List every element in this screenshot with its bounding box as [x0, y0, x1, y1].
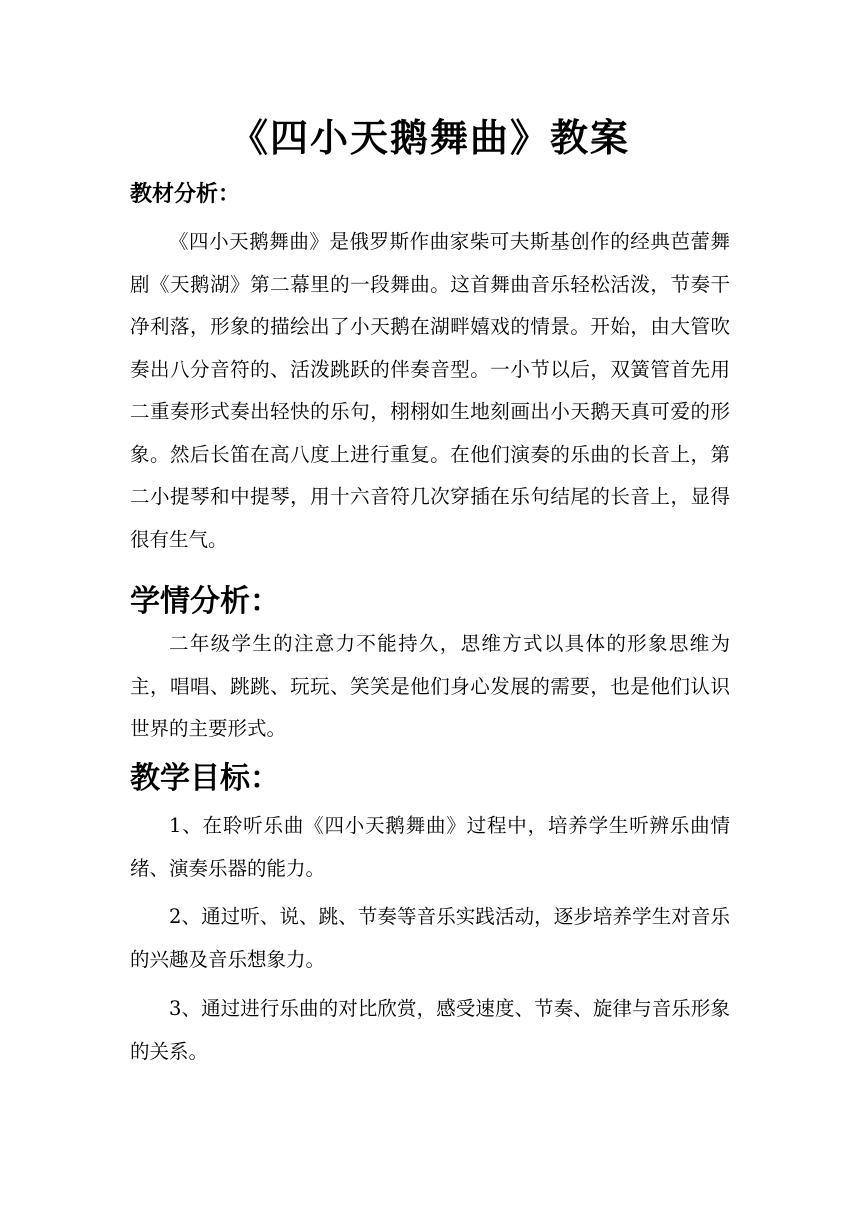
- student-analysis-paragraph: 二年级学生的注意力不能持久，思维方式以具体的形象思维为主，唱唱、跳跳、玩玩、笑笑是他们身心发展的需要，也是他们认识世界的主要形式。: [130, 632, 730, 740]
- section-heading-teaching-objectives: 教学目标：: [130, 761, 280, 796]
- document-title: 《四小天鹅舞曲》教案: [229, 115, 630, 160]
- objective-item-3: 3、通过进行乐曲的对比欣赏，感受速度、节奏、旋律与音乐形象的关系。: [130, 997, 730, 1063]
- objective-item-2: 2、通过听、说、跳、节奏等音乐实践活动，逐步培养学生对音乐的兴趣及音乐想象力。: [130, 905, 730, 971]
- section-heading-student-analysis: 学情分析：: [130, 584, 280, 619]
- section-heading-material-analysis: 教材分析：: [130, 181, 241, 207]
- objective-item-1: 1、在聆听乐曲《四小天鹅舞曲》过程中，培养学生听辨乐曲情绪、演奏乐器的能力。: [130, 814, 730, 880]
- material-analysis-paragraph: 《四小天鹅舞曲》是俄罗斯作曲家柴可夫斯基创作的经典芭蕾舞剧《天鹅湖》第二幕里的一段舞曲。这首舞曲音乐轻松活泼，节奏干净利落，形象的描绘出了小天鹅在湖畔嬉戏的情景。开始，由大管吹奏出八分音符的、活泼跳跃的伴奏音型。一小节以后，双簧管首先用二重奏形式奏出轻快的乐句，栩栩如生地刻画出小天鹅天真可爱的形象。然后长笛在高八度上进行重复。在他们演奏的乐曲的长音上，第二小提琴和中提琴，用十六音符几次穿插在乐句结尾的长音上，显得很有生气。: [130, 230, 730, 551]
